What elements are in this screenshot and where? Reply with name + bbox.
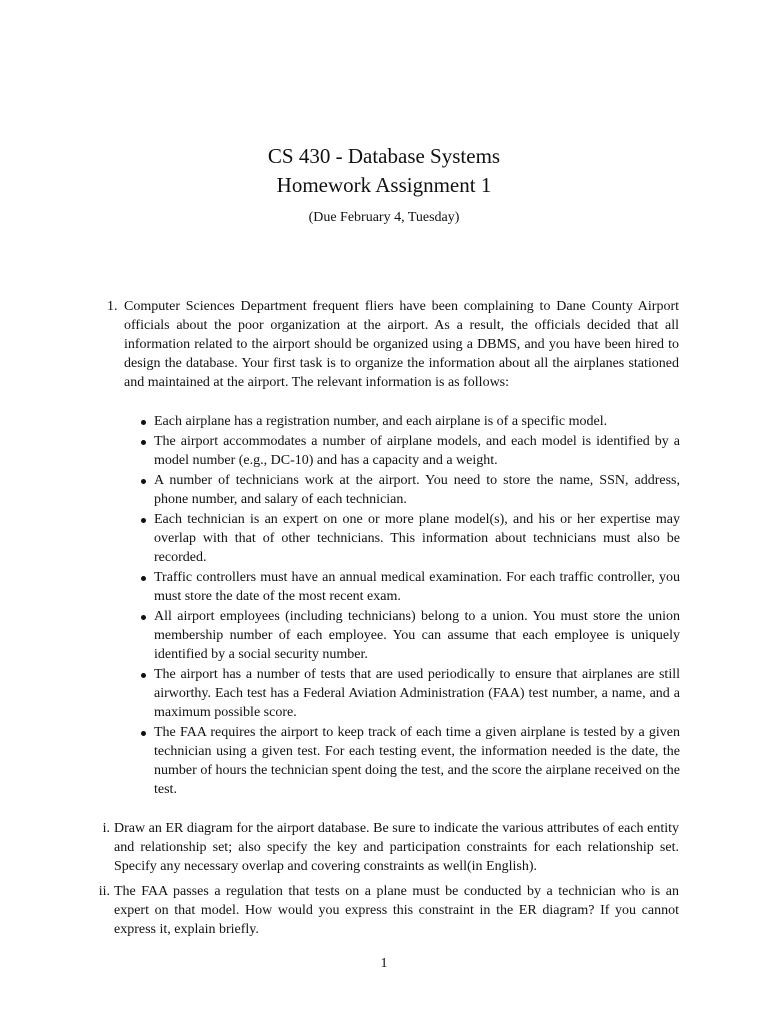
bullet-icon [141,673,146,678]
list-item [140,432,680,470]
list-item [140,607,680,664]
page-number: 1 [380,956,388,971]
list-item [140,568,680,606]
list-item-text: All airport employees (including technicians) belong to a union. You must store the union membership number of each employee. You can assume that each employee is uniquely identified by a social security number. [154,609,680,662]
requirements-list [140,412,680,800]
list-item [140,510,680,567]
list-item [140,723,680,799]
subquestion-text: Draw an ER diagram for the airport database. Be sure to indicate the various attributes of each entity and relationship set; also specify the key and participation constraints for each relationship set. Specify any necessary overlap and covering constraints as well(in English). [114,821,679,874]
bullet-icon [141,731,146,736]
list-item [140,412,680,431]
bullet-icon [141,615,146,620]
bullet-icon [141,420,146,425]
list-item-text: The airport has a number of tests that are used periodically to ensure that airplanes are still airworthy. Each test has a Federal Aviation Administration (FAA) test number, a name, and a maximum possible score. [154,667,680,720]
bullet-icon [141,518,146,523]
subquestion-ii [80,882,679,939]
bullet-icon [141,440,146,445]
question-number: 1. [107,299,118,314]
bullet-icon [141,479,146,484]
question-1 [107,297,679,392]
list-item-text: Each airplane has a registration number, and each airplane is of a specific model. [154,414,608,429]
bullet-icon [141,576,146,581]
list-item-text: Each technician is an expert on one or more plane model(s), and his or her expertise may overlap with that of other technicians. This information about technicians must also be recorded. [154,512,680,565]
list-item-text: The airport accommodates a number of airplane models, and each model is identified by a model number (e.g., DC-10) and has a capacity and a weight. [154,434,680,468]
course-title: CS 430 - Database Systems [267,144,501,168]
list-item [140,665,680,722]
list-item-text: A number of technicians work at the airport. You need to store the name, SSN, address, phone number, and salary of each technician. [154,473,680,507]
due-date: (Due February 4, Tuesday) [308,210,460,225]
subquestion-label: i. [102,821,110,836]
subquestion-label: ii. [98,884,110,899]
question-intro: Computer Sciences Department frequent fliers have been complaining to Dane County Airport officials about the poor organization at the airport. As a result, the officials decided that all information related to the airport should be organized using a DBMS, and you have been hired to design the database. Your first task is to organize the information about all the airplanes stationed and maintained at the airport. The relevant information is as follows: [124,299,679,390]
list-item [140,471,680,509]
subquestion-text: The FAA passes a regulation that tests on a plane must be conducted by a technician who is an expert on that model. How would you express this constraint in the ER diagram? If you cannot express it, explain briefly. [114,884,679,937]
list-item-text: Traffic controllers must have an annual medical examination. For each traffic controller, you must store the date of the most recent exam. [154,570,680,604]
subquestion-i [80,819,679,876]
list-item-text: The FAA requires the airport to keep track of each time a given airplane is tested by a given technician using a given test. For each testing event, the information needed is the date, the number of hours the technician spent doing the test, and the score the airplane received on the test. [154,725,680,797]
assignment-title: Homework Assignment 1 [276,173,492,197]
title-block [0,142,768,227]
